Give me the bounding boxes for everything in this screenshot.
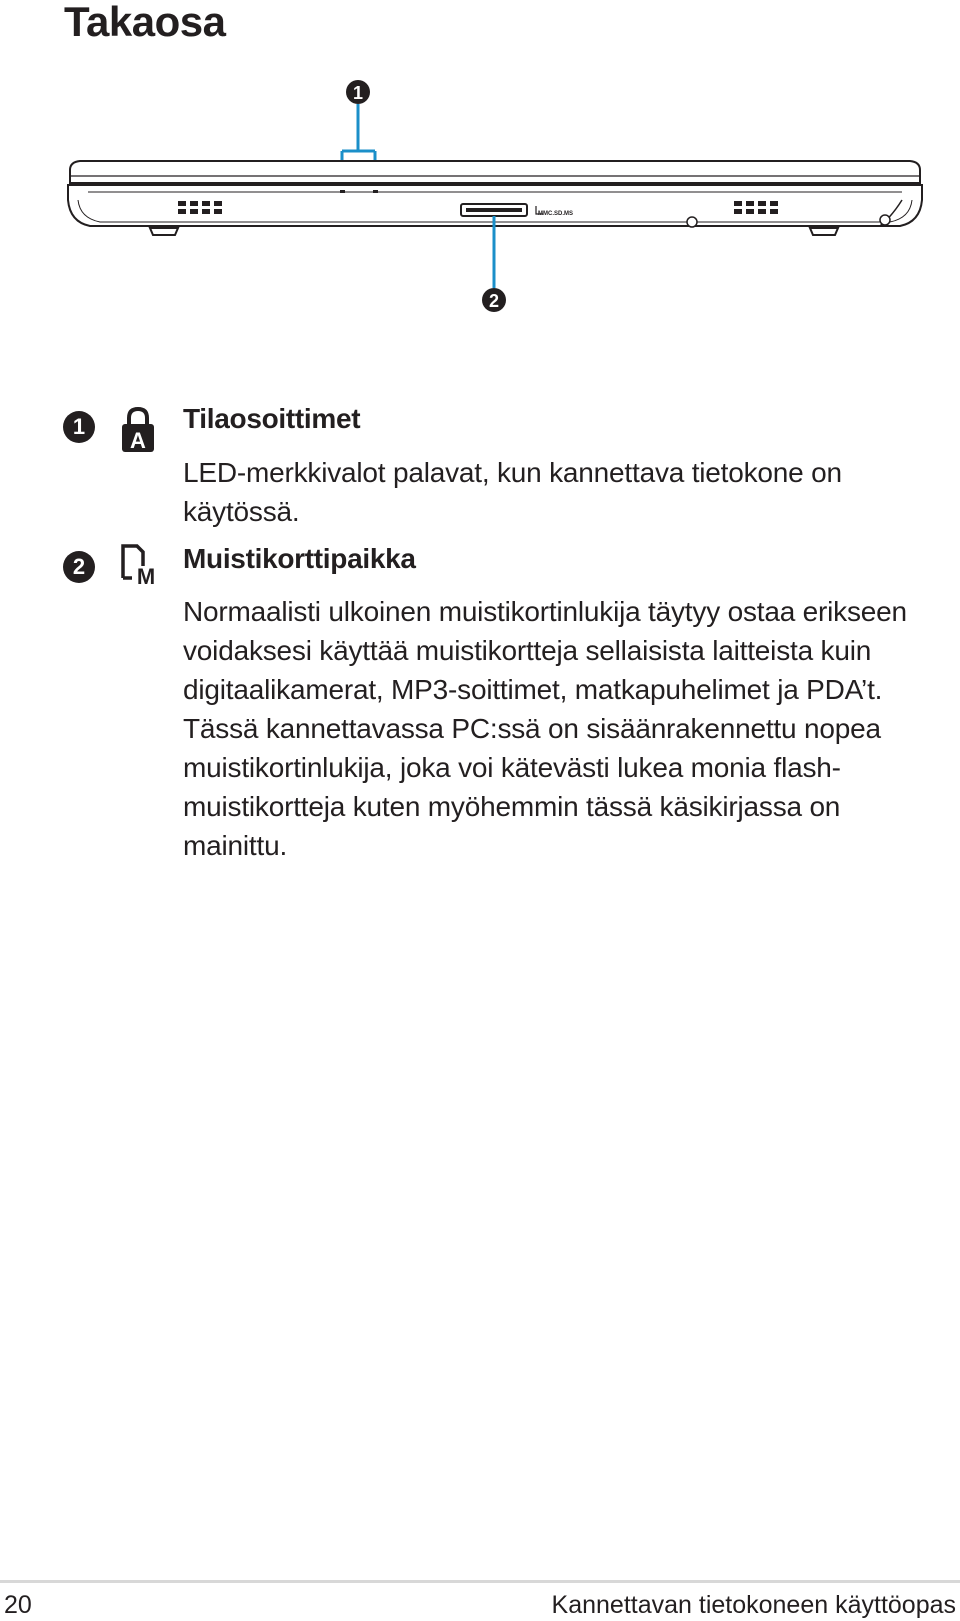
power-led [880,215,890,225]
item-number-badge: 1 [63,411,95,443]
callout-2-number: 2 [488,291,500,311]
item-title: Muistikorttipaikka [183,543,416,574]
status-led-right [373,190,378,193]
svg-text:A: A [130,428,146,453]
memory-card-icon [120,542,158,593]
laptop-front-diagram [0,60,960,320]
item-title: Tilaosoittimet [183,403,361,434]
status-led-left [340,190,345,193]
callout-1-number: 1 [352,83,364,103]
card-slot-label: MMC.SD.MS [538,211,573,217]
item-number-badge: 2 [63,551,95,583]
footer-manual-title: Kannettavan tietokoneen käyttöopas [551,1591,956,1619]
item-description: LED-merkkivalot palavat, kun kannettava tietokone on käytössä. [183,457,842,527]
item-description: Normaalisti ulkoinen muistikortinlukija täytyy ostaa erikseen voidaksesi käyttää muistikortteja sellaisista laitteista kuin digitaalikamerat, MP3-soittimet, matkapuhelimet ja PDA’t. Tässä kannettavassa PC:ssä on sisäänrakennettu nopea muistikortinlukija, joka voi kätevästi lukea monia flash-muistikortteja kuten myöhemmin tässä käsikirjassa on mainittu. [183,596,907,861]
mic-hole [687,217,697,227]
page-number: 20 [4,1591,32,1619]
lock-a-icon [120,405,156,458]
page-title: Takaosa [64,0,226,45]
footer-divider [0,1580,960,1583]
svg-text:M: M [136,564,156,588]
